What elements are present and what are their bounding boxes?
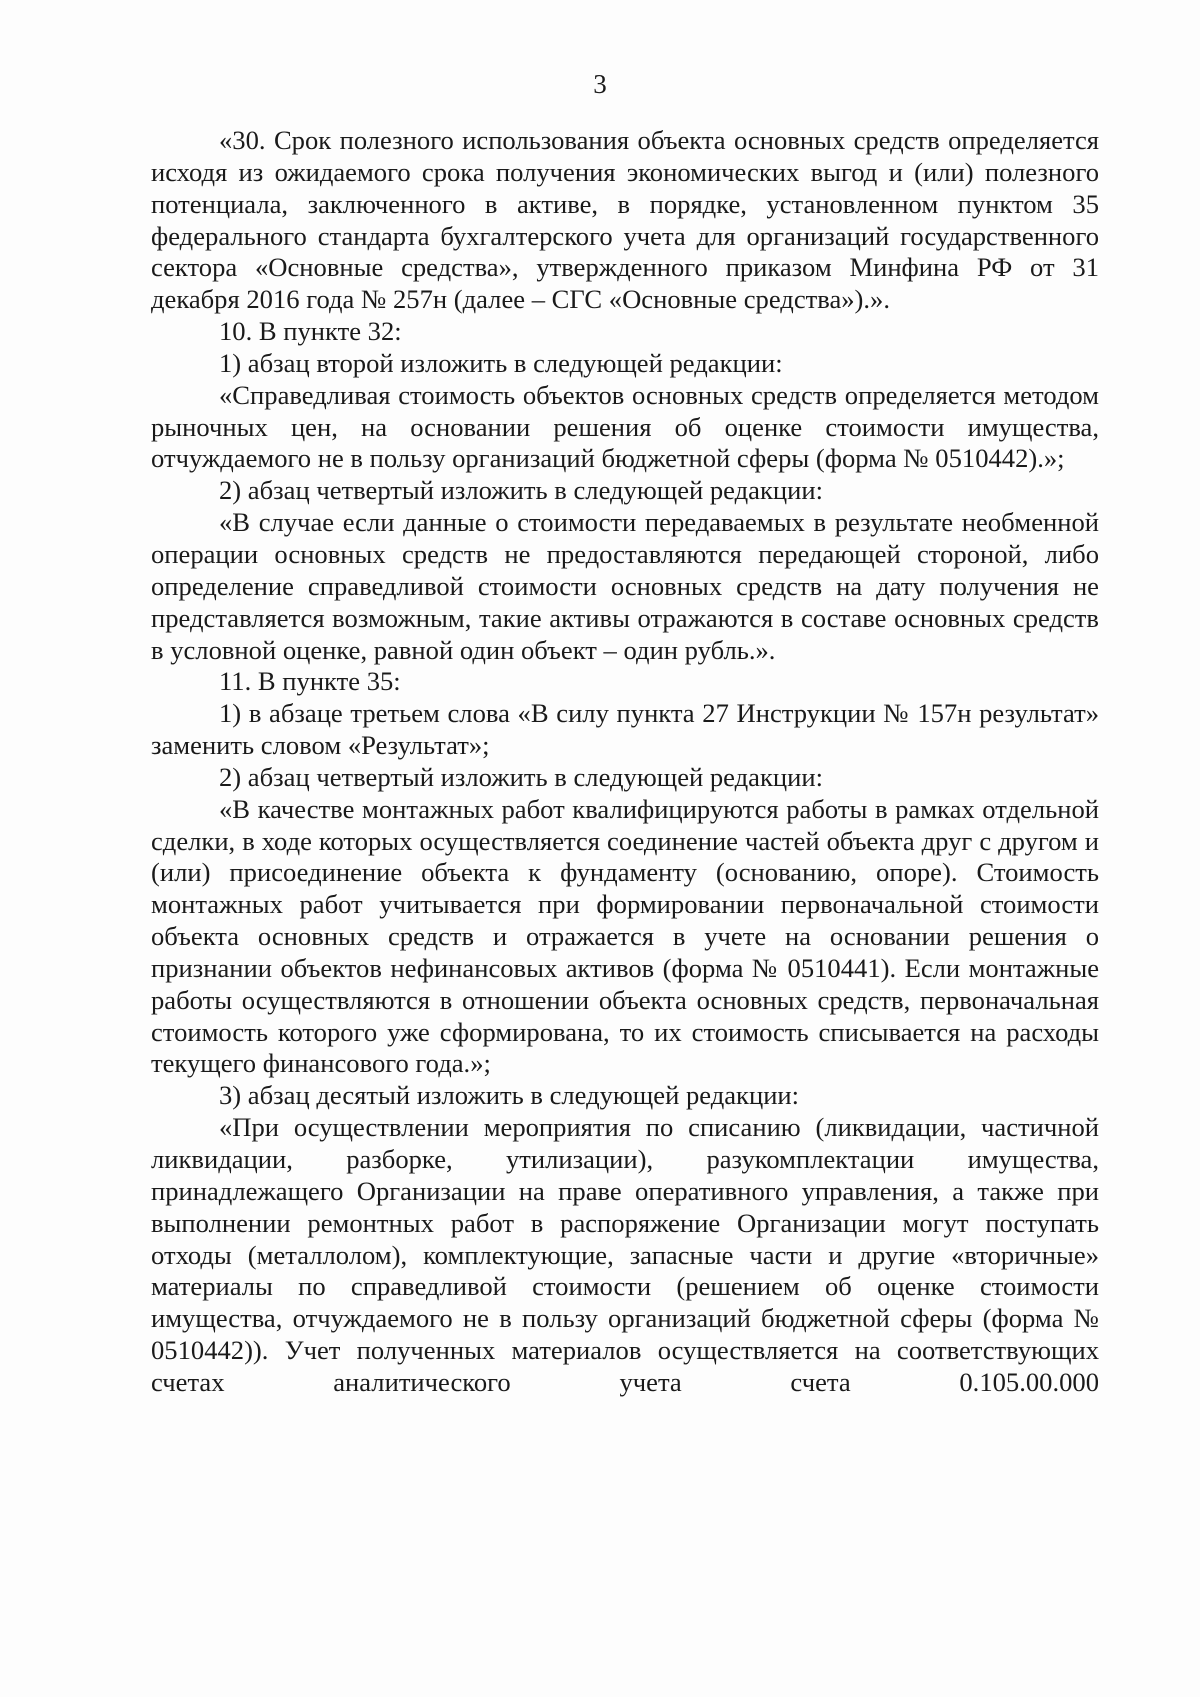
paragraph-item-10-sub-2: 2) абзац четвертый изложить в следующей редакции: [219, 475, 823, 506]
paragraph-item-11-sub-1: 1) в абзаце третьем слова «В силу пункта 27 Инструкции № 157н результат» заменить словом «Результат»; [151, 698, 1099, 761]
paragraph-item-11-sub-3: 3) абзац десятый изложить в следующей редакции: [219, 1080, 800, 1111]
paragraph-clause-30: «30. Срок полезного использования объекта основных средств определяется исходя из ожидаемого срока получения экономических выгод и (или) полезного потенциала, заключенного в активе, в порядке, установленном пунктом 35 федерального стандарта бухгалтерского учета для организаций государственного сектора «Основные средства», утвержденного приказом Минфина РФ от 31 декабря 2016 года № 257н (далее – СГС «Основные средства»).». [151, 125, 1099, 315]
paragraph-write-off-text: «При осуществлении мероприятия по списанию (ликвидации, частичной ликвидации, разборке, утилизации), разукомплектации имущества, принадлежащего Организации на праве оперативного управления, а также при выполнении ремонтных работ в распоряжение Организации могут поступать отходы (металлолом), комплектующие, запасные части и другие «вторичные» материалы по справедливой стоимости (решением об оценке стоимости имущества, отчуждаемого не в пользу организаций бюджетной сферы (форма № 0510442)). Учет полученных материалов осуществляется на соответствующих счетах аналитического учета счета 0.105.00.000 [151, 1112, 1099, 1397]
paragraph-conditional-value-text: «В случае если данные о стоимости передаваемых в результате необменной операции основных средств не предоставляются передающей стороной, либо определение справедливой стоимости основных средств на дату получения не представляется возможным, такие активы отражаются в составе основных средств в условной оценке, равной один объект – один рубль.». [151, 507, 1099, 665]
paragraph-item-10-sub-1: 1) абзац второй изложить в следующей редакции: [219, 347, 783, 378]
document-body [151, 125, 1099, 1399]
paragraph-installation-works-text: «В качестве монтажных работ квалифицируются работы в рамках отдельной сделки, в ходе которых осуществляется соединение частей объекта друг с другом и (или) присоединение объекта к фундаменту (основанию, опоре). Стоимость монтажных работ учитывается при формировании первоначальной стоимости объекта основных средств и отражается в учете на основании решения о признании объектов нефинансовых активов (форма № 0510441). Если монтажные работы осуществляются в отношении объекта основных средств, первоначальная стоимость которого уже сформирована, то их стоимость списывается на расходы текущего финансового года.»; [151, 793, 1099, 1079]
paragraph-fair-value-text: «Справедливая стоимость объектов основных средств определяется методом рыночных цен, на основании решения об оценке стоимости имущества, отчуждаемого не в пользу организаций бюджетной сферы (форма № 0510442).»; [151, 379, 1099, 474]
paragraph-item-10-heading: 10. В пункте 32: [219, 316, 402, 347]
paragraph-item-11-sub-2: 2) абзац четвертый изложить в следующей редакции: [219, 761, 823, 792]
paragraph-item-11-heading: 11. В пункте 35: [219, 666, 401, 697]
page-number: 3 [593, 69, 607, 99]
